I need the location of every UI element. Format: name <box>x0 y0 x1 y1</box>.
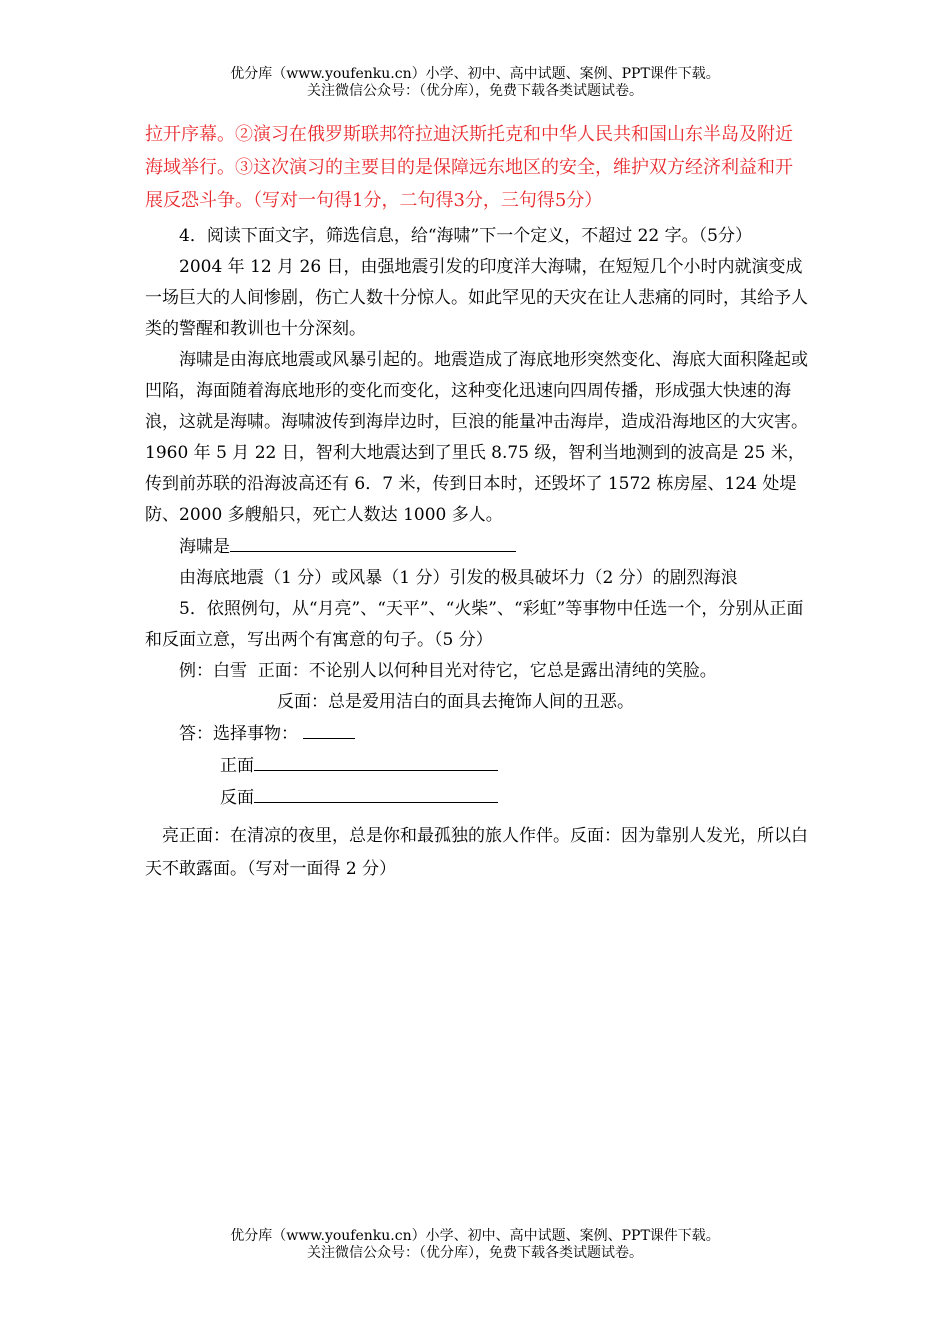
question-5-back-line <box>145 782 810 814</box>
question-5-choose-blank <box>303 718 355 739</box>
footer-line-2: 关注微信公众号：（优分库），免费下载各类试题试卷。 <box>307 1245 643 1261</box>
question-4-answer-blank <box>230 531 516 552</box>
answer-3-text: 拉开序幕。②演习在俄罗斯联邦符拉迪沃斯托克和中华人民共和国山东半岛及附近海域举行。③这次演习的主要目的是保障远东地区的安全，维护双方经济利益和开展反恐斗争。（写对一句得1分，二句得3分，三句得5分） <box>145 124 793 211</box>
question-4-fill-line <box>145 531 810 563</box>
question-5-front-line <box>145 750 810 782</box>
question-5-choose-line <box>145 718 810 750</box>
question-5-back-label: 反面 <box>220 788 254 808</box>
page-footer <box>0 1228 950 1262</box>
question-4-paragraph-1: 2004 年 12 月 26 日，由强地震引发的印度洋大海啸，在短短几个小时内就演变成一场巨大的人间惨剧，伤亡人数十分惊人。如此罕见的天灾在让人悲痛的同时，其给予人类的警醒和教训也十分深刻。 <box>145 257 808 339</box>
question-5-front-blank <box>254 750 498 771</box>
question-5-choose-label: 答：选择事物： <box>179 724 298 744</box>
footer-line-1: 优分库（www.youfenku.cn）小学、初中、高中试题、案例、PPT课件下载。 <box>230 1228 720 1244</box>
question-5-back-blank <box>254 782 498 803</box>
question-5-front-label: 正面 <box>220 756 254 776</box>
question-5-example-front: 例：白雪 正面：不论别人以何种目光对待它，它总是露出清纯的笑脸。 <box>179 661 717 681</box>
question-4-paragraph-2: 海啸是由海底地震或风暴引起的。地震造成了海底地形突然变化、海底大面积隆起或凹陷，海面随着海底地形的变化而变化，这种变化迅速向四周传播，形成强大快速的海浪，这就是海啸。海啸波传到海岸边时，巨浪的能量冲击海岸，造成沿海地区的大灾害。1960 年 5 月 22 日，智利大地震达到了里氏 8.75 级，智利当地测到的波高是 25 米，传到前苏联的沿海波高还有 6．7 米，传到日本时，还毁坏了 1572 栋房屋、124 处堤防、2000 多艘船只，死亡人数达 1000 多人。 <box>145 350 808 525</box>
question-5-example-back: 反面：总是爱用洁白的面具去掩饰人间的丑恶。 <box>277 692 634 712</box>
question-4-fill-label: 海啸是 <box>179 537 230 557</box>
question-5-prompt: 5．依照例句，从“月亮”、“天平”、“火柴”、“彩虹”等事物中任选一个，分别从正面和反面立意，写出两个有寓意的句子。（5 分） <box>145 599 804 650</box>
header-line-1: 优分库（www.youfenku.cn）小学、初中、高中试题、案例、PPT课件下载。 <box>230 66 720 82</box>
page-header <box>0 66 950 100</box>
question-4-prompt: 4．阅读下面文字，筛选信息，给“海啸”下一个定义，不超过 22 字。（5分） <box>179 226 752 246</box>
question-5-answer: 亮正面：在清凉的夜里，总是你和最孤独的旅人作伴。反面：因为靠别人发光，所以白天不敢露面。（写对一面得 2 分） <box>145 826 808 879</box>
question-4-answer: 由海底地震（1 分）或风暴（1 分）引发的极具破坏力（2 分）的剧烈海浪 <box>179 568 738 588</box>
header-line-2: 关注微信公众号：（优分库），免费下载各类试题试卷。 <box>307 83 643 99</box>
document-body <box>145 118 810 886</box>
